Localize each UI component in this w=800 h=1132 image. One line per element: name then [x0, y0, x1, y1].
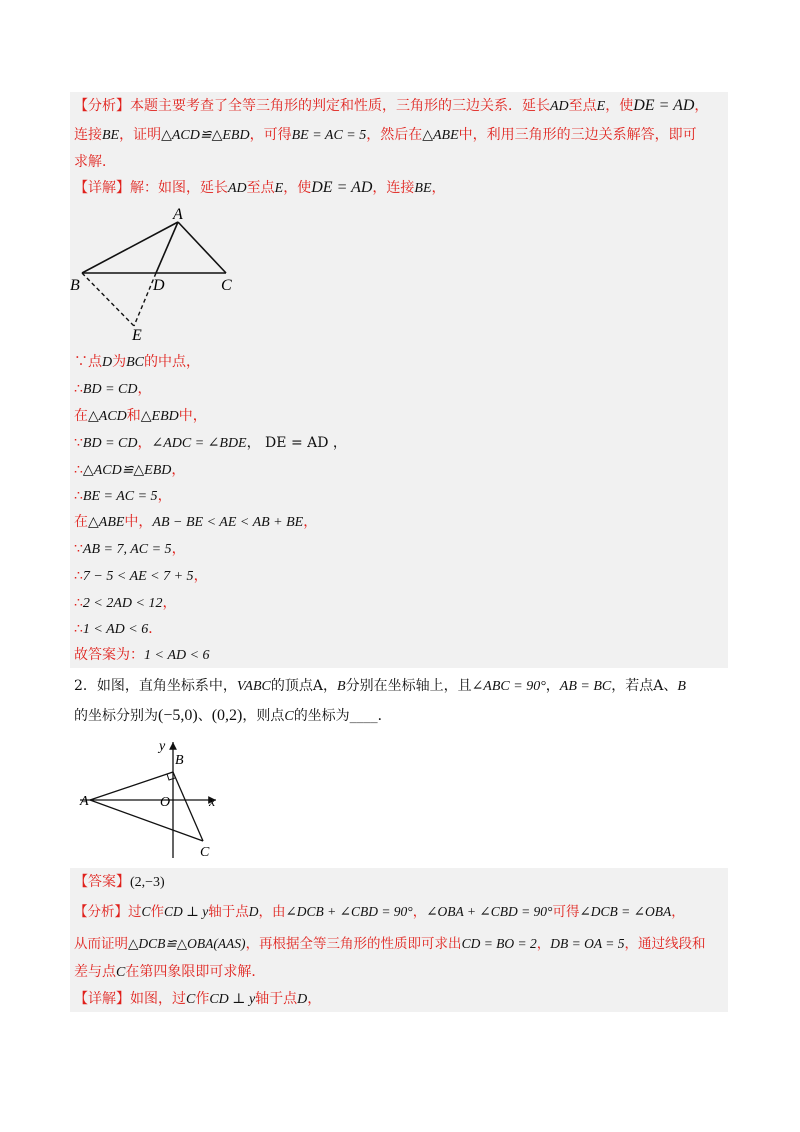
analysis-tag: 【分析】 — [74, 98, 130, 114]
step-line: ∴BE = AC = 5， — [74, 488, 172, 504]
vertex-label-d: D — [153, 277, 165, 294]
step-line: ∴△ACD≌△EBD， — [74, 462, 186, 478]
point-label-b: B — [175, 753, 184, 768]
step-line: ∵点D为BC的中点， — [74, 354, 201, 370]
vertex-label-a: A — [173, 206, 183, 223]
detail-1-line: 【详解】解：如图，延长AD至点E，使DE = AD，连接BE， — [74, 179, 446, 196]
vertex-label-c: C — [221, 277, 232, 294]
point-label-c: C — [200, 845, 210, 860]
step-line: 在△ACD和△EBD中， — [74, 408, 207, 424]
detail-2-line: 【详解】如图，过C作CD ⊥ y轴于点D， — [74, 991, 322, 1007]
analysis-1-line-1: 【分析】本题主要考查了全等三角形的判定和性质，三角形的三边关系．延长AD至点E，使DE = AD， — [74, 97, 709, 114]
step-line: ∴7 − 5 < AE < 7 + 5， — [74, 568, 208, 584]
analysis-1-line-3: 求解． — [74, 154, 116, 170]
step-line: ∵BD = CD，∠ADC = ∠BDE， DE = AD ， — [74, 435, 347, 451]
step-line: 在△ABE中，AB − BE < AE < AB + BE， — [74, 514, 318, 530]
step-line: ∴1 < AD < 6． — [74, 621, 163, 637]
coordinate-figure-2 — [76, 734, 236, 862]
analysis-tag: 【分析】 — [74, 904, 128, 920]
vertex-label-e: E — [132, 327, 142, 344]
triangle-figure-1 — [70, 202, 250, 344]
answer-tag: 【答案】 — [74, 874, 130, 890]
vertex-label-b: B — [70, 277, 80, 294]
step-line: ∴BD = CD， — [74, 381, 152, 397]
point-label-o: O — [160, 795, 171, 810]
question-2-line-1: 2．如图，直角坐标系中，VABC的顶点A，B分别在坐标轴上，且∠ABC = 90°，AB = BC，若点A、B — [74, 678, 686, 694]
point-label-a: A — [80, 794, 89, 809]
answer-2-line: 【答案】(2,−3) — [74, 874, 165, 890]
axis-label-y: y — [159, 739, 166, 754]
answer-line-1: 故答案为：1 < AD < 6 — [74, 647, 210, 663]
step-line: ∵AB = 7, AC = 5， — [74, 541, 186, 557]
question-2-line-2: 的坐标分别为(−5,0)、(0,2)，则点C的坐标为____． — [74, 707, 392, 724]
detail-tag: 【详解】 — [74, 180, 130, 196]
axis-label-x: x — [209, 795, 216, 810]
analysis-2-line-2: 从而证明△DCB≌△OBA(AAS)，再根据全等三角形的性质即可求出CD = BO = 2，DB = OA = 5，通过线段和 — [74, 936, 706, 952]
detail-tag: 【详解】 — [74, 991, 130, 1007]
analysis-1-line-2: 连接BE，证明△ACD≌△EBD，可得BE = AC = 5，然后在△ABE中，利用三角形的三边关系解答，即可 — [74, 127, 697, 143]
analysis-2-line-1: 【分析】过C作CD ⊥ y轴于点D，由∠DCB + ∠CBD = 90°，∠OBA + ∠CBD = 90°可得∠DCB = ∠OBA， — [74, 904, 685, 920]
step-line: ∴2 < 2AD < 12， — [74, 595, 177, 611]
analysis-2-line-3: 差与点C在第四象限即可求解． — [74, 964, 266, 980]
